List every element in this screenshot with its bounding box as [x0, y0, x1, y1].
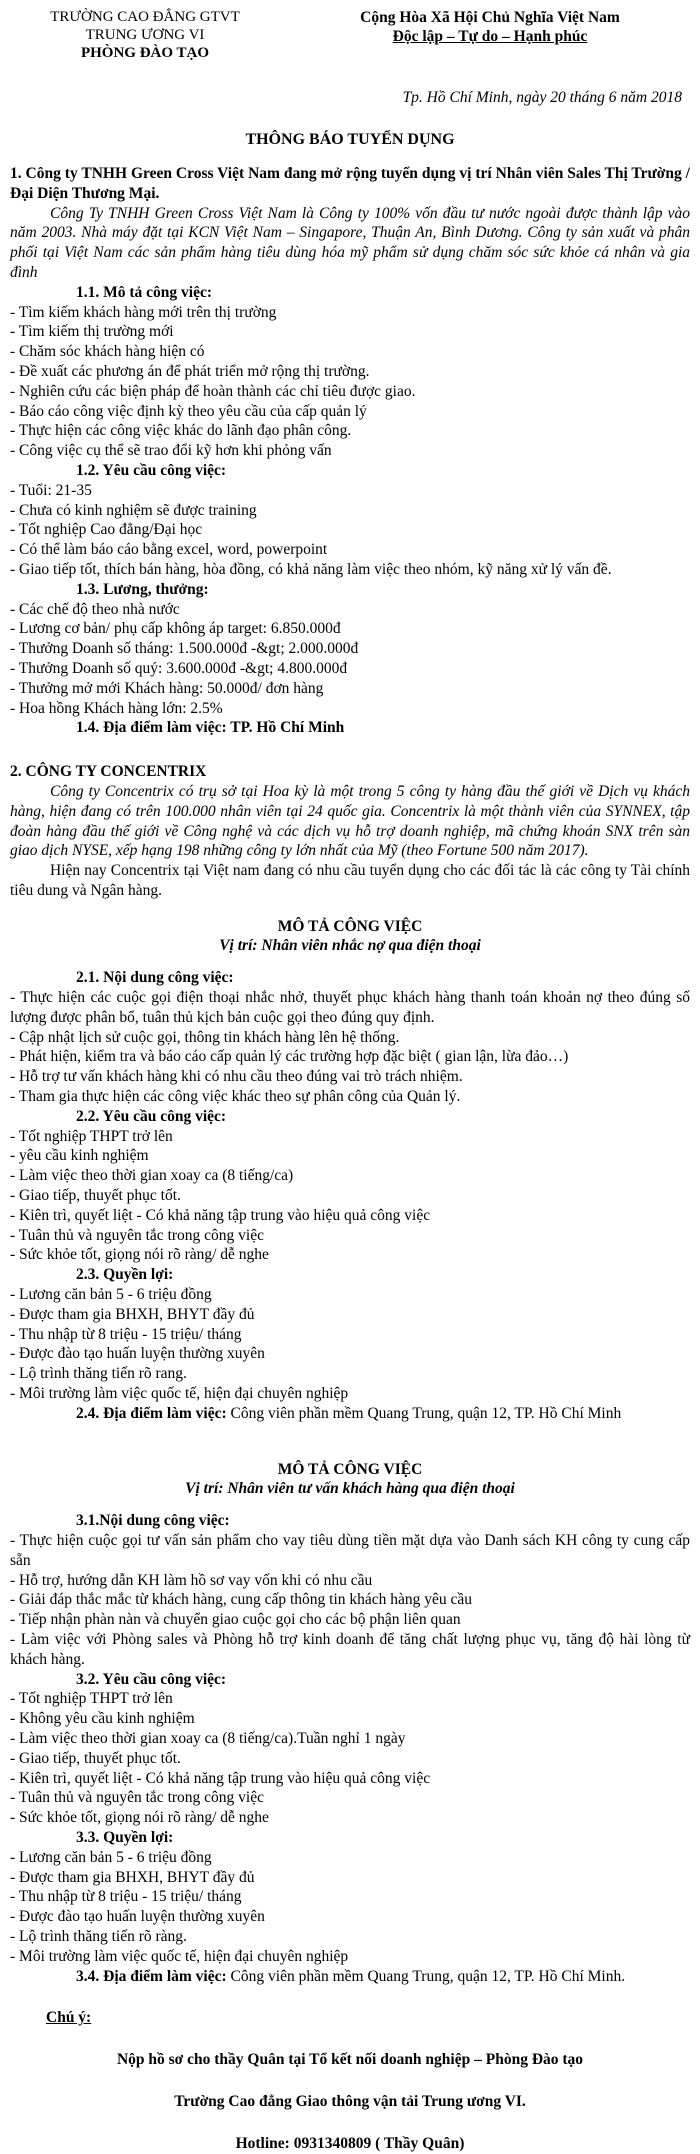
- list-item: - Tiếp nhận phàn nàn và chuyển giao cuộc gọi cho các bộ phận liên quan: [10, 1611, 461, 1629]
- company-1-s1-title: 1.1. Mô tả công việc:: [76, 283, 213, 301]
- list-item: - Làm việc với Phòng sales và Phòng hỗ trợ kinh doanh để tăng chất lượng phục vụ, tăng độ hài lòng từ khách hàng.: [10, 1630, 690, 1668]
- company-1-s3-title: 1.3. Lương, thưởng:: [76, 580, 209, 598]
- job-1-location: [10, 1404, 690, 1424]
- list-item: - Báo cáo công việc định kỳ theo yêu cầu của cấp quản lý: [10, 402, 367, 420]
- note-hotline: Hotline: 0931340809 ( Thầy Quân): [235, 2134, 465, 2152]
- list-item: - Nghiên cứu các biện pháp để hoàn thành các chỉ tiêu được giao.: [10, 382, 416, 400]
- list-item: - Kiên trì, quyết liệt - Có khả năng tập trung vào hiệu quả công việc: [10, 1206, 431, 1224]
- list-item: - Đề xuất các phương án để phát triển mở rộng thị trường.: [10, 362, 370, 380]
- job-2-s2-title: 3.2. Yêu cầu công việc:: [76, 1670, 227, 1688]
- list-item: - Môi trường làm việc quốc tế, hiện đại chuyên nghiệp: [10, 1385, 349, 1403]
- list-item: - Sức khỏe tốt, giọng nói rõ ràng/ dễ nghe: [10, 1809, 269, 1827]
- issuer-school-sub: TRUNG ƯƠNG VI: [85, 27, 205, 43]
- list-item: - Giao tiếp, thuyết phục tốt.: [10, 1749, 181, 1767]
- job-2-position: Vị trí: Nhân viên tư vấn khách hàng qua điện thoại: [185, 1480, 515, 1498]
- issuer-block: [10, 6, 280, 66]
- list-item: - Tìm kiếm khách hàng mới trên thị trường: [10, 303, 277, 321]
- list-item: - Các chế độ theo nhà nước: [10, 600, 180, 618]
- job-1-s2-title: 2.2. Yêu cầu công việc:: [76, 1107, 227, 1125]
- company-1-s4-title: 1.4. Địa điểm làm việc: TP. Hồ Chí Minh: [76, 719, 345, 737]
- list-item: - Thực hiện các công việc khác do lãnh đạo phân công.: [10, 422, 352, 440]
- job-1-heading: MÔ TẢ CÔNG VIỆC: [277, 917, 423, 935]
- list-item: - Lộ trình thăng tiến rõ rang.: [10, 1365, 187, 1383]
- job-2-location-label: 3.4. Địa điểm làm việc:: [76, 1967, 227, 1985]
- list-item: - Công việc cụ thể sẽ trao đổi kỹ hơn khi phỏng vấn: [10, 442, 332, 460]
- job-1-s1-title: 2.1. Nội dung công việc:: [76, 969, 234, 987]
- list-item: - Tuổi: 21-35: [10, 481, 92, 499]
- job-1-s3-title: 2.3. Quyền lợi:: [76, 1266, 174, 1284]
- list-item: - Có thể làm báo cáo bằng excel, word, powerpoint: [10, 541, 328, 559]
- list-item: - Lương cơ bản/ phụ cấp không áp target: 6.850.000đ: [10, 620, 341, 638]
- list-item: - Phát hiện, kiểm tra và báo cáo cấp quản lý các trường hợp đặc biệt ( gian lận, lừa đảo…): [10, 1048, 569, 1066]
- list-item: - Hoa hồng Khách hàng lớn: 2.5%: [10, 699, 223, 717]
- list-item: - Làm việc theo thời gian xoay ca (8 tiếng/ca): [10, 1167, 294, 1185]
- job-2-s3-list: [10, 1848, 690, 1967]
- national-motto-block: [290, 6, 690, 66]
- list-item: - Tốt nghiệp Cao đẳng/Đại học: [10, 521, 203, 539]
- list-item: - yêu cầu kinh nghiệm: [10, 1147, 149, 1165]
- list-item: - Giao tiếp, thuyết phục tốt.: [10, 1187, 181, 1205]
- job-1-location-label: 2.4. Địa điểm làm việc:: [76, 1404, 227, 1422]
- list-item: - Kiên trì, quyết liệt - Có khả năng tập trung vào hiệu quả công việc: [10, 1769, 431, 1787]
- list-item: - Cập nhật lịch sử cuộc gọi, thông tin khách hàng lên hệ thống.: [10, 1028, 400, 1046]
- national-title: Cộng Hòa Xã Hội Chủ Nghĩa Việt Nam: [360, 9, 620, 26]
- note-school-line: Trường Cao đẳng Giao thông vận tải Trung ương VI.: [174, 2092, 526, 2110]
- list-item: - Hỗ trợ, hướng dẫn KH làm hồ sơ vay vốn khi có nhu cầu: [10, 1571, 373, 1589]
- job-2-location: [10, 1967, 690, 1987]
- company-1-s1-list: [10, 303, 690, 461]
- note-label: Chú ý:: [46, 2009, 92, 2027]
- job-2-s2-list: [10, 1689, 690, 1828]
- list-item: - Giải đáp thắc mắc từ khách hàng, cung cấp thông tin khách hàng yêu cầu: [10, 1591, 473, 1609]
- list-item: - Làm việc theo thời gian xoay ca (8 tiếng/ca).Tuần nghỉ 1 ngày: [10, 1729, 406, 1747]
- job-1-s2-list: [10, 1127, 690, 1266]
- document-date: Tp. Hồ Chí Minh, ngày 20 tháng 6 năm 2018: [402, 89, 682, 106]
- list-item: - Tuân thủ và nguyên tắc trong công việc: [10, 1226, 264, 1244]
- list-item: - Lộ trình thăng tiến rõ ràng.: [10, 1927, 187, 1945]
- list-item: - Được đào tạo huấn luyện thường xuyên: [10, 1908, 265, 1926]
- job-1-s3-list: [10, 1285, 690, 1404]
- list-item: - Tìm kiếm thị trường mới: [10, 323, 174, 341]
- job-1-location-value: Công viên phần mềm Quang Trung, quận 12, TP. Hồ Chí Minh: [226, 1404, 622, 1422]
- list-item: - Được đào tạo huấn luyện thường xuyên: [10, 1345, 265, 1363]
- national-motto: Độc lập – Tự do – Hạnh phúc: [392, 28, 588, 45]
- company-1-s2-list: [10, 481, 690, 580]
- list-item: - Sức khỏe tốt, giọng nói rõ ràng/ dễ nghe: [10, 1246, 269, 1264]
- job-1-s1-list: [10, 988, 690, 1107]
- list-item: - Tốt nghiệp THPT trở lên: [10, 1127, 173, 1145]
- company-2-intro: Công ty Concentrix có trụ sở tại Hoa kỳ là một trong 5 công ty hàng đầu thế giới về Dịch vụ khách hàng, hiện đang có trên 100.000 nhân viên tại 24 quốc gia. Concentrix là một thành viên của SYNNEX, tập đoàn hàng đầu thế giới về Công nghệ và các dịch vụ hỗ trợ doanh nghiệp, mã chứng khoán SNX trên sàn giao dịch NYSE, xếp hạng 198 những công ty lớn nhất của Mỹ (theo Fortune 500 năm 2017).: [10, 782, 690, 860]
- job-2-location-value: Công viên phần mềm Quang Trung, quận 12, TP. Hồ Chí Minh.: [226, 1967, 626, 1985]
- list-item: - Lương căn bản 5 - 6 triệu đồng: [10, 1286, 212, 1304]
- issuer-department: PHÒNG ĐÀO TẠO: [80, 45, 210, 61]
- job-1-position: Vị trí: Nhân viên nhắc nợ qua điện thoại: [219, 937, 481, 955]
- list-item: - Thưởng Doanh số tháng: 1.500.000đ -&gt; 2.000.000đ: [10, 640, 359, 658]
- list-item: - Hỗ trợ tư vấn khách hàng khi có nhu cầu theo đúng vai trò trách nhiệm.: [10, 1068, 463, 1086]
- list-item: - Tham gia thực hiện các công việc khác theo sự phân công của Quản lý.: [10, 1088, 461, 1106]
- list-item: - Thu nhập từ 8 triệu - 15 triệu/ tháng: [10, 1325, 242, 1343]
- job-2-s3-title: 3.3. Quyền lợi:: [76, 1828, 174, 1846]
- list-item: - Chưa có kinh nghiệm sẽ được training: [10, 501, 257, 519]
- list-item: - Thưởng mở mới Khách hàng: 50.000đ/ đơn hàng: [10, 679, 324, 697]
- job-2-s1-list: [10, 1531, 690, 1670]
- company-2-section: [10, 762, 690, 1986]
- list-item: - Tuân thủ và nguyên tắc trong công việc: [10, 1789, 264, 1807]
- list-item: - Chăm sóc khách hàng hiện có: [10, 343, 205, 361]
- document-header: [10, 6, 690, 66]
- issuer-school: TRƯỜNG CAO ĐẲNG GTVT: [50, 9, 240, 25]
- note-submit-line: Nộp hồ sơ cho thầy Quân tại Tổ kết nối doanh nghiệp – Phòng Đào tạo: [116, 2051, 584, 2069]
- list-item: - Thực hiện các cuộc gọi điện thoại nhắc nhở, thuyết phục khách hàng thanh toán khoản nợ theo đúng số lượng được phân bổ, tuân thủ kịch bản cuộc gọi theo đúng quy định.: [10, 989, 690, 1026]
- company-1-section: [10, 164, 690, 738]
- list-item: - Giao tiếp tốt, thích bán hàng, hòa đồng, có khả năng làm việc theo nhóm, kỹ năng xử lý vấn đề.: [10, 560, 612, 578]
- list-item: - Môi trường làm việc quốc tế, hiện đại chuyên nghiệp: [10, 1947, 349, 1965]
- list-item: - Lương căn bản 5 - 6 triệu đồng: [10, 1848, 212, 1866]
- company-1-intro: Công Ty TNHH Green Cross Việt Nam là Công ty 100% vốn đầu tư nước ngoài được thành lập vào năm 2003. Nhà máy đặt tại KCN Việt Nam – Singapore, Thuận An, Bình Dương. Công ty sản xuất và phân phối tại Việt Nam các sản phẩm hàng tiêu dùng hóa mỹ phẩm sử dụng chăm sóc sức khỏe cá nhân và gia đình: [10, 204, 690, 281]
- company-2-intro-2: Hiện nay Concentrix tại Việt nam đang có nhu cầu tuyển dụng cho các đối tác là các công ty Tài chính tiêu dung và Ngân hàng.: [10, 862, 690, 899]
- company-1-title: 1. Công ty TNHH Green Cross Việt Nam đang mở rộng tuyển dụng vị trí Nhân viên Sales Thị Trường / Đại Diện Thương Mại.: [10, 165, 690, 202]
- company-2-title: 2. CÔNG TY CONCENTRIX: [10, 763, 207, 781]
- job-2-s1-title: 3.1.Nội dung công việc:: [76, 1512, 230, 1530]
- job-2-heading: MÔ TẢ CÔNG VIỆC: [277, 1460, 423, 1478]
- list-item: - Thưởng Doanh số quý: 3.600.000đ -&gt; 4.800.000đ: [10, 659, 348, 677]
- company-1-s2-title: 1.2. Yêu cầu công việc:: [76, 461, 227, 479]
- list-item: - Được tham gia BHXH, BHYT đầy đủ: [10, 1305, 255, 1323]
- list-item: - Không yêu cầu kinh nghiệm: [10, 1710, 195, 1728]
- company-1-s3-list: [10, 600, 690, 719]
- list-item: - Tốt nghiệp THPT trở lên: [10, 1690, 173, 1708]
- list-item: - Thu nhập từ 8 triệu - 15 triệu/ tháng: [10, 1888, 242, 1906]
- document-title: THÔNG BÁO TUYỂN DỤNG: [245, 131, 455, 148]
- list-item: - Được tham gia BHXH, BHYT đầy đủ: [10, 1868, 255, 1886]
- list-item: - Thực hiện cuộc gọi tư vấn sản phẩm cho vay tiêu dùng tiền mặt dựa vào Danh sách KH công ty cung cấp sẵn: [10, 1532, 690, 1569]
